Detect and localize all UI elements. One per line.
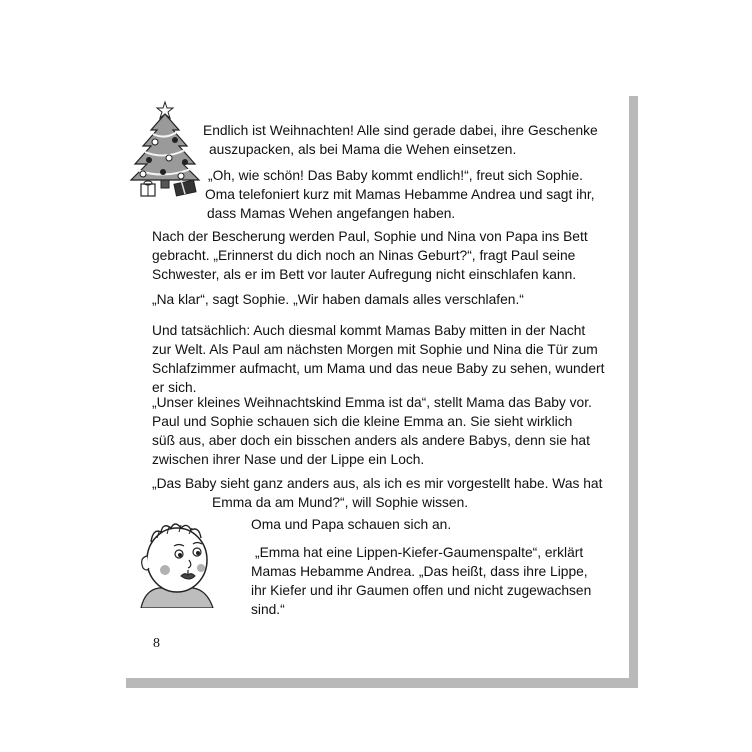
paragraph-line: Emma da am Mund?“, will Sophie wissen. — [212, 495, 469, 510]
paragraph-6 — [152, 393, 602, 469]
paragraph-line: Nach der Bescherung werden Paul, Sophie und Nina von Papa ins Bett — [152, 229, 588, 244]
paragraph-line: Mamas Hebamme Andrea. „Das heißt, dass ihre Lippe, — [251, 564, 588, 579]
child-face-illustration — [131, 512, 221, 608]
paragraph-4 — [152, 290, 602, 309]
paragraph-line: Oma und Papa schauen sich an. — [251, 517, 452, 532]
book-page — [117, 88, 629, 678]
paragraph-line: „Unser kleines Weihnachtskind Emma ist da“, stellt Mama das Baby vor. — [152, 395, 592, 410]
christmas-tree-illustration — [125, 100, 205, 200]
paragraph-line: Oma telefoniert kurz mit Mamas Hebamme Andrea und sagt ihr, — [205, 187, 595, 202]
paragraph-line: zwischen ihrer Nase und der Lippe ein Loch. — [152, 452, 425, 467]
paragraph-5 — [152, 321, 605, 397]
paragraph-line: Schlafzimmer aufmacht, um Mama und das neue Baby zu sehen, wundert — [152, 361, 605, 376]
paragraph-line: „Na klar“, sagt Sophie. „Wir haben damals alles verschlafen.“ — [152, 292, 524, 307]
paragraph-9 — [251, 543, 601, 619]
paragraph-line: gebracht. „Erinnerst du dich noch an Ninas Geburt?“, fragt Paul seine — [152, 248, 576, 263]
paragraph-line: süß aus, aber doch ein bisschen anders als andere Babys, denn sie hat — [152, 433, 590, 448]
paragraph-line: Paul und Sophie schauen sich die kleine Emma an. Sie sieht wirklich — [152, 414, 573, 429]
paragraph-line: dass Mamas Wehen angefangen haben. — [207, 206, 456, 221]
paragraph-1 — [203, 121, 598, 159]
paragraph-line: er sich. — [152, 380, 197, 395]
paragraph-line: sind.“ — [251, 602, 285, 617]
paragraph-line: Und tatsächlich: Auch diesmal kommt Mamas Baby mitten in der Nacht — [152, 323, 586, 338]
page-number: 8 — [153, 636, 160, 651]
paragraph-line: ihr Kiefer und ihr Gaumen offen und nicht zugewachsen — [251, 583, 592, 598]
paragraph-8 — [251, 515, 591, 534]
paragraph-3 — [152, 227, 602, 284]
paragraph-line: auszupacken, als bei Mama die Wehen einsetzen. — [209, 142, 517, 157]
paragraph-2 — [205, 166, 595, 223]
paragraph-line: „Emma hat eine Lippen-Kiefer-Gaumenspalte“, erklärt — [255, 545, 584, 560]
paragraph-line: „Das Baby sieht ganz anders aus, als ich es mir vorgestellt habe. Was hat — [152, 476, 603, 491]
paragraph-line: Schwester, als er im Bett vor lauter Aufregung nicht einschlafen kann. — [152, 267, 577, 282]
paragraph-line: zur Welt. Als Paul am nächsten Morgen mit Sophie und Nina die Tür zum — [152, 342, 598, 357]
paragraph-line: „Oh, wie schön! Das Baby kommt endlich!“, freut sich Sophie. — [208, 168, 583, 183]
paragraph-line: Endlich ist Weihnachten! Alle sind gerade dabei, ihre Geschenke — [203, 123, 598, 138]
paragraph-7 — [152, 474, 602, 512]
